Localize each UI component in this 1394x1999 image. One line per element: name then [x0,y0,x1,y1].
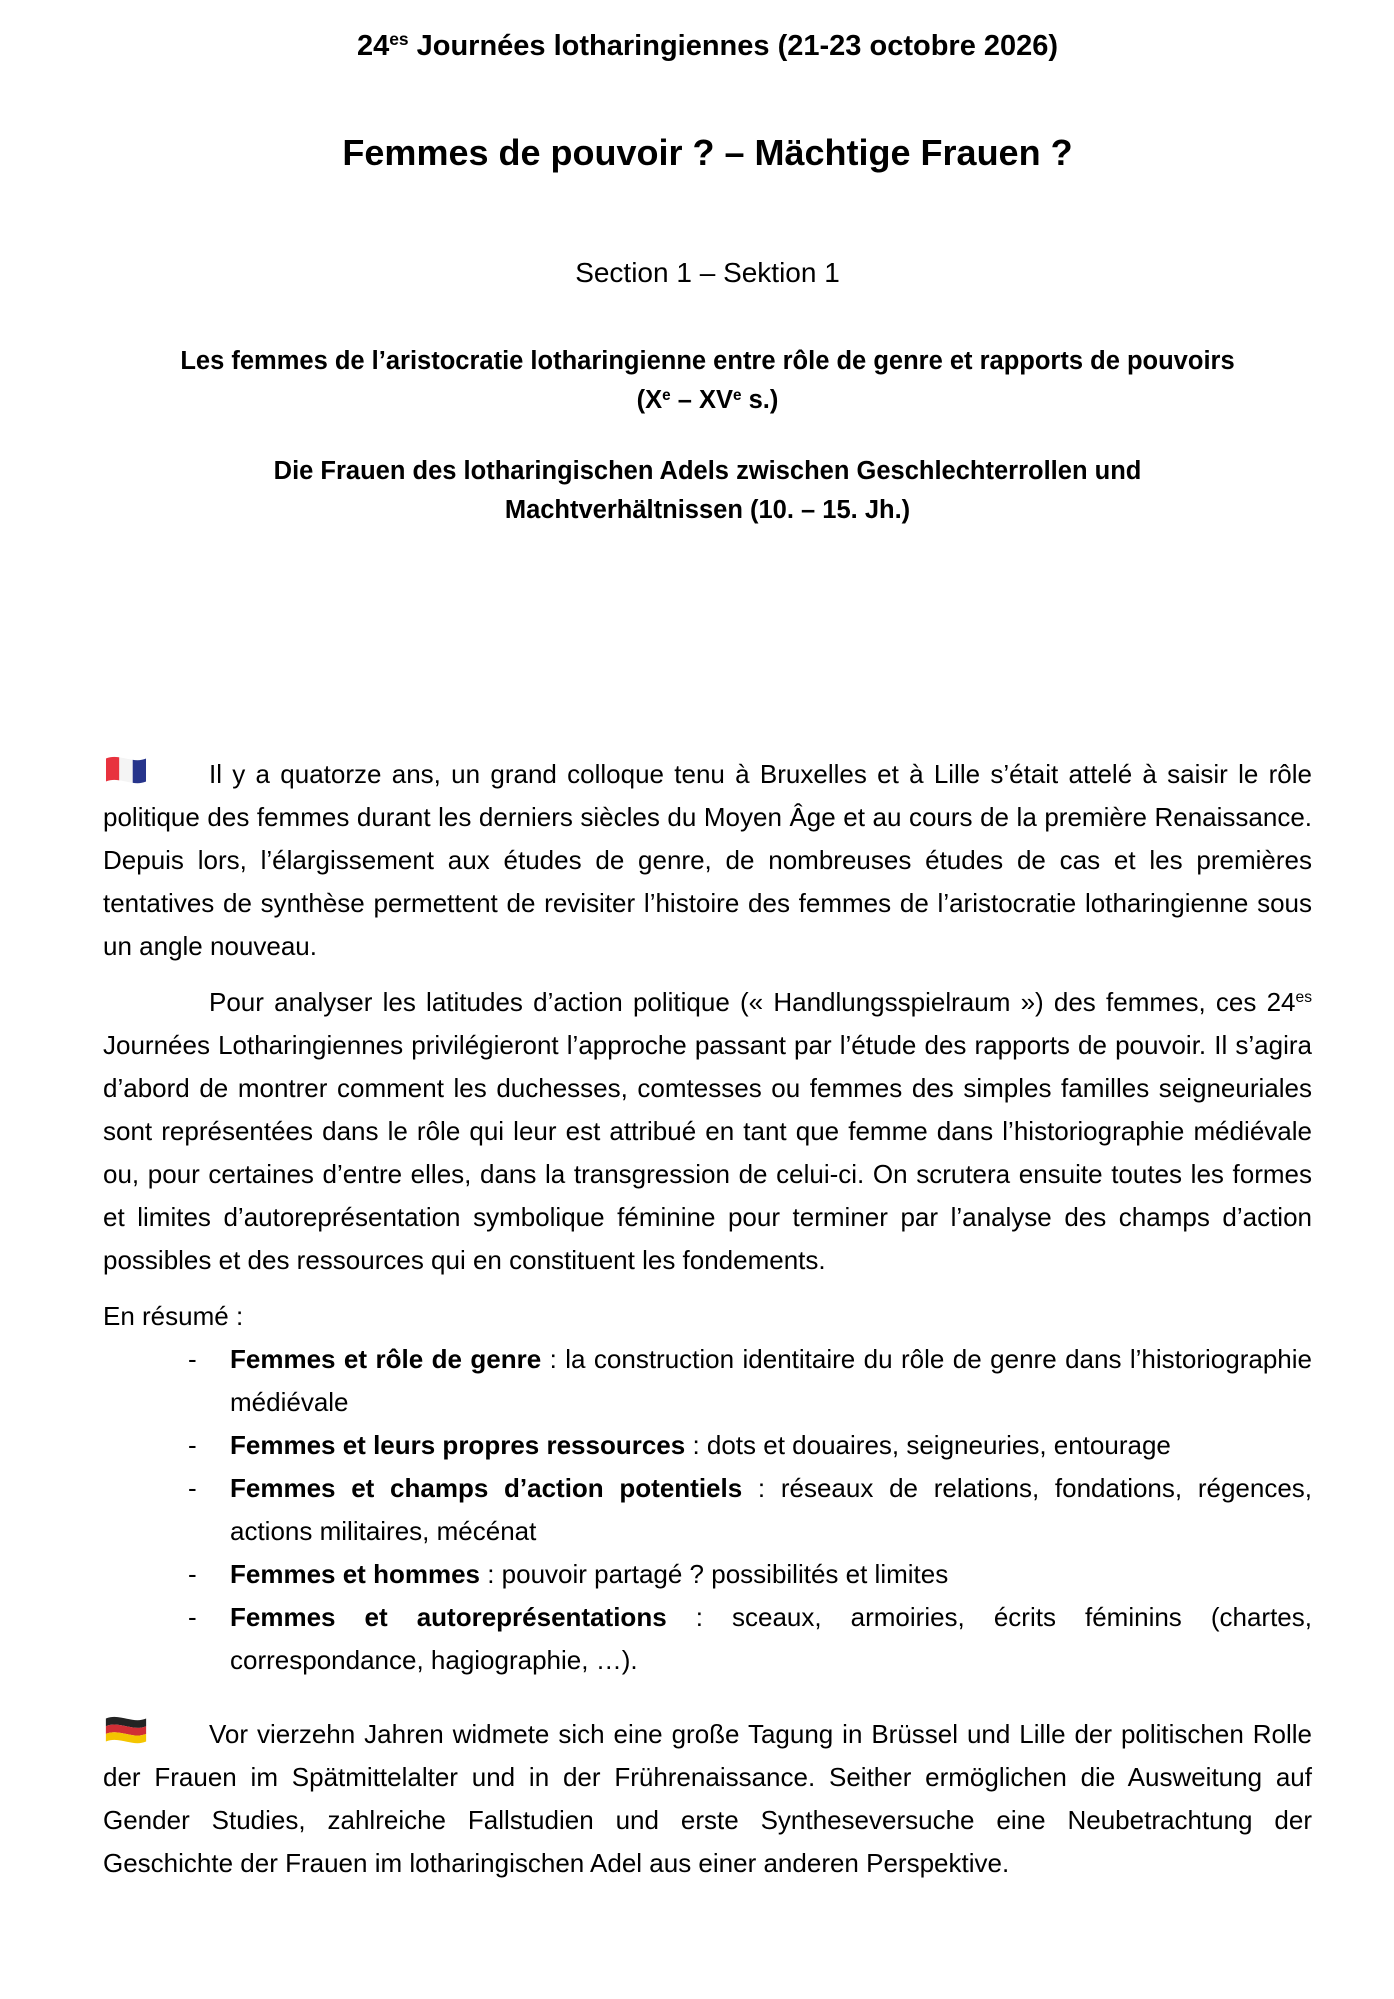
list-item [103,1338,1312,1424]
de-session-title-line2: Machtverhältnissen (10. – 15. Jh.) [504,496,911,524]
list-item [103,1467,1312,1553]
bullet-rest: : dots et douaires, seigneuries, entourage [685,1430,1171,1460]
bullet-dash: - [188,1344,197,1374]
document-title [103,26,1312,66]
fr-session-title-line1: Les femmes de l’aristocratie lotharingienne entre rôle de genre et rapports de pouvoirs [180,347,1235,375]
de-session-title-line1: Die Frauen des lotharingischen Adels zwischen Geschlechterrollen und [273,457,1142,485]
fr-paragraph-2-superscript: es [1295,989,1312,1007]
de-session-title [103,452,1312,530]
french-flag-icon [103,752,149,790]
bullet-dash: - [188,1602,197,1632]
bullet-lead: Femmes et leurs propres ressources [230,1430,686,1460]
list-item [103,1424,1312,1467]
fr-session-title [103,342,1312,420]
bullet-lead: Femmes et autoreprésentations [230,1602,667,1632]
bullet-dash: - [188,1430,197,1460]
list-item [103,1596,1312,1682]
bullet-dash: - [188,1559,197,1589]
bullet-dash: - [188,1473,197,1503]
list-item [103,1553,1312,1596]
bullet-rest: : sceaux, armoiries, écrits féminins (chartes, correspondance, hagiographie, …). [230,1602,1312,1675]
bullet-lead: Femmes et rôle de genre [230,1344,542,1374]
bullet-rest: : la construction identitaire du rôle de genre dans l’historiographie médiévale [230,1344,1312,1417]
bullet-rest: : pouvoir partagé ? possibilités et limites [479,1559,949,1589]
fr-paragraph-1-text: Il y a quatorze ans, un grand colloque tenu à Bruxelles et à Lille s’était attelé à saisir le rôle politique des femmes durant les derniers siècles du Moyen Âge et au cours de la première Renaissance. Depuis lors, l’élargissement aux études de genre, de nombreuses études de cas et les premières tentatives de synthèse permettent de revisiter l’histoire des femmes de l’aristocratie lotharingienne sous un angle nouveau. [103,759,1312,961]
title-superscript: es [389,29,409,50]
bullet-rest: : réseaux de relations, fondations, régences, actions militaires, mécénat [230,1473,1313,1546]
fr-paragraph-1 [103,752,1312,968]
bullet-lead: Femmes et champs d’action potentiels [230,1473,743,1503]
fr-paragraph-2-text-before: Pour analyser les latitudes d’action politique (« Handlungsspielraum ») des femmes, ces 24 [209,987,1296,1017]
de-paragraph [103,1712,1312,1885]
bullet-lead: Femmes et hommes [230,1559,480,1589]
summary-label: En résumé : [103,1301,244,1331]
section-heading: Section 1 – Sektion 1 [575,257,840,288]
title-prefix: 24 [356,30,390,62]
document-subtitle: Femmes de pouvoir ? – Mächtige Frauen ? [342,132,1073,173]
fr-paragraph-2 [103,981,1312,1282]
summary-list [103,1338,1312,1682]
title-rest: Journées lotharingiennes (21-23 octobre 2026) [408,30,1059,62]
fr-session-title-line2: (Xe – XVe s.) [636,386,779,414]
german-flag-icon [103,1712,149,1750]
fr-paragraph-2-text-after: Journées Lotharingiennes privilégieront l’approche passant par l’étude des rapports de pouvoir. Il s’agira d’abord de montrer comment les duchesses, comtesses ou femmes des simples familles seigneuriales sont représentées dans le rôle qui leur est attribué en tant que femme dans l’historiographie médiévale ou, pour certaines d’entre elles, dans la transgression de celui-ci. On scrutera ensuite toutes les formes et limites d’autoreprésentation symbolique féminine pour terminer par l’analyse des champs d’action possibles et des ressources qui en constituent les fondements. [103,1030,1312,1275]
de-paragraph-text: Vor vierzehn Jahren widmete sich eine große Tagung in Brüssel und Lille der politischen Rolle der Frauen im Spätmittelalter und in der Frührenaissance. Seither ermöglichen die Ausweitung auf Gender Studies, zahlreiche Fallstudien und erste Syntheseversuche eine Neubetrachtung der Geschichte der Frauen im lotharingischen Adel aus einer anderen Perspektive. [103,1719,1312,1878]
